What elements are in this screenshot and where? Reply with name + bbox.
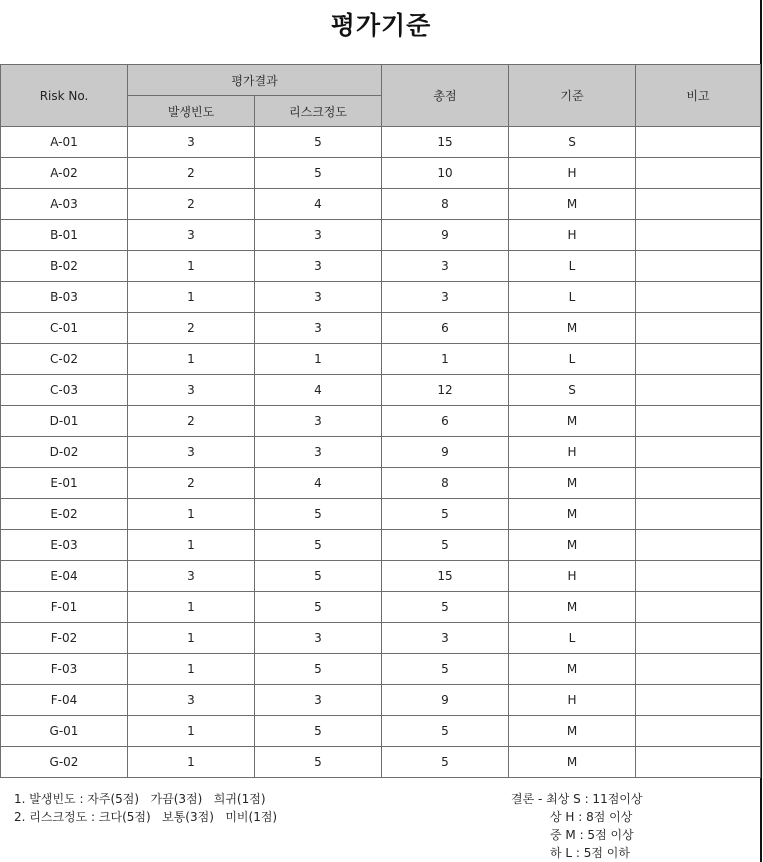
cell-remarks — [636, 530, 761, 561]
header-evaluation: 평가결과 — [128, 65, 382, 96]
cell-remarks — [636, 499, 761, 530]
cell-risk-no: G-01 — [1, 716, 128, 747]
table-body — [1, 127, 761, 778]
cell-remarks — [636, 437, 761, 468]
cell-total: 9 — [382, 685, 509, 716]
cell-total: 5 — [382, 716, 509, 747]
cell-risk-no: B-01 — [1, 220, 128, 251]
cell-severity: 5 — [255, 592, 382, 623]
cell-remarks — [636, 406, 761, 437]
cell-total: 5 — [382, 499, 509, 530]
table-row — [1, 592, 761, 623]
cell-risk-no: F-01 — [1, 592, 128, 623]
cell-criterion: H — [509, 437, 636, 468]
cell-total: 6 — [382, 313, 509, 344]
cell-risk-no: F-04 — [1, 685, 128, 716]
cell-risk-no: A-03 — [1, 189, 128, 220]
cell-criterion: M — [509, 313, 636, 344]
cell-criterion: M — [509, 468, 636, 499]
cell-risk-no: C-02 — [1, 344, 128, 375]
cell-criterion: H — [509, 220, 636, 251]
cell-risk-no: B-03 — [1, 282, 128, 313]
cell-risk-no: D-02 — [1, 437, 128, 468]
cell-frequency: 1 — [128, 623, 255, 654]
cell-total: 1 — [382, 344, 509, 375]
conclusion-block — [511, 790, 642, 862]
cell-total: 8 — [382, 468, 509, 499]
cell-total: 5 — [382, 592, 509, 623]
cell-total: 5 — [382, 747, 509, 778]
cell-criterion: L — [509, 344, 636, 375]
cell-remarks — [636, 623, 761, 654]
conclusion-h: 상 H : 8점 이상 — [550, 810, 633, 824]
cell-severity: 3 — [255, 685, 382, 716]
cell-frequency: 3 — [128, 375, 255, 406]
cell-criterion: L — [509, 282, 636, 313]
cell-risk-no: F-03 — [1, 654, 128, 685]
conclusion-s: 결론 - 최상 S : 11점이상 — [511, 792, 643, 806]
cell-total: 9 — [382, 437, 509, 468]
cell-total: 12 — [382, 375, 509, 406]
cell-risk-no: E-01 — [1, 468, 128, 499]
cell-severity: 3 — [255, 251, 382, 282]
table-row — [1, 437, 761, 468]
cell-risk-no: G-02 — [1, 747, 128, 778]
cell-remarks — [636, 561, 761, 592]
cell-frequency: 3 — [128, 685, 255, 716]
cell-risk-no: A-02 — [1, 158, 128, 189]
cell-total: 3 — [382, 251, 509, 282]
cell-frequency: 1 — [128, 716, 255, 747]
cell-risk-no: C-01 — [1, 313, 128, 344]
cell-total: 3 — [382, 282, 509, 313]
table-row — [1, 375, 761, 406]
cell-severity: 5 — [255, 654, 382, 685]
table-row — [1, 716, 761, 747]
cell-remarks — [636, 344, 761, 375]
table-row — [1, 468, 761, 499]
legend-frequency: 1. 발생빈도 : 자주(5점) 가끔(3점) 희귀(1점) — [14, 792, 266, 806]
cell-risk-no: E-04 — [1, 561, 128, 592]
cell-frequency: 2 — [128, 158, 255, 189]
table-row — [1, 282, 761, 313]
cell-remarks — [636, 747, 761, 778]
cell-frequency: 1 — [128, 592, 255, 623]
cell-risk-no: E-03 — [1, 530, 128, 561]
cell-severity: 5 — [255, 561, 382, 592]
cell-severity: 3 — [255, 313, 382, 344]
cell-frequency: 3 — [128, 437, 255, 468]
cell-severity: 4 — [255, 189, 382, 220]
cell-total: 15 — [382, 127, 509, 158]
cell-severity: 5 — [255, 747, 382, 778]
table-row — [1, 654, 761, 685]
cell-criterion: M — [509, 189, 636, 220]
table-row — [1, 406, 761, 437]
cell-criterion: H — [509, 158, 636, 189]
cell-frequency: 1 — [128, 344, 255, 375]
scoring-legend — [14, 790, 277, 826]
cell-frequency: 2 — [128, 406, 255, 437]
cell-frequency: 1 — [128, 251, 255, 282]
cell-total: 5 — [382, 530, 509, 561]
cell-frequency: 1 — [128, 654, 255, 685]
cell-criterion: M — [509, 530, 636, 561]
cell-total: 6 — [382, 406, 509, 437]
cell-criterion: L — [509, 251, 636, 282]
cell-frequency: 3 — [128, 220, 255, 251]
cell-remarks — [636, 716, 761, 747]
header-risk-no: Risk No. — [1, 65, 128, 127]
cell-severity: 3 — [255, 437, 382, 468]
cell-total: 3 — [382, 623, 509, 654]
cell-remarks — [636, 251, 761, 282]
cell-risk-no: D-01 — [1, 406, 128, 437]
conclusion-l: 하 L : 5점 이하 — [550, 846, 630, 860]
cell-criterion: M — [509, 499, 636, 530]
cell-severity: 3 — [255, 623, 382, 654]
cell-frequency: 1 — [128, 282, 255, 313]
cell-severity: 3 — [255, 220, 382, 251]
cell-severity: 3 — [255, 406, 382, 437]
cell-remarks — [636, 468, 761, 499]
table-row — [1, 747, 761, 778]
cell-remarks — [636, 313, 761, 344]
table-row — [1, 561, 761, 592]
cell-frequency: 3 — [128, 127, 255, 158]
table-row — [1, 313, 761, 344]
cell-total: 15 — [382, 561, 509, 592]
cell-severity: 5 — [255, 158, 382, 189]
cell-criterion: M — [509, 592, 636, 623]
cell-remarks — [636, 158, 761, 189]
cell-frequency: 2 — [128, 189, 255, 220]
cell-remarks — [636, 685, 761, 716]
header-frequency: 발생빈도 — [128, 96, 255, 127]
table-row — [1, 251, 761, 282]
cell-criterion: M — [509, 747, 636, 778]
cell-total: 9 — [382, 220, 509, 251]
legend-severity: 2. 리스크정도 : 크다(5점) 보통(3점) 미비(1점) — [14, 810, 278, 824]
cell-severity: 5 — [255, 716, 382, 747]
cell-remarks — [636, 592, 761, 623]
header-severity: 리스크정도 — [255, 96, 382, 127]
cell-frequency: 1 — [128, 499, 255, 530]
cell-frequency: 1 — [128, 530, 255, 561]
cell-total: 5 — [382, 654, 509, 685]
page-title: 평가기준 — [330, 11, 432, 40]
cell-remarks — [636, 375, 761, 406]
cell-criterion: M — [509, 406, 636, 437]
cell-severity: 3 — [255, 282, 382, 313]
conclusion-m: 중 M : 5점 이상 — [550, 828, 634, 842]
cell-severity: 5 — [255, 127, 382, 158]
cell-frequency: 1 — [128, 747, 255, 778]
cell-frequency: 2 — [128, 313, 255, 344]
table-row — [1, 127, 761, 158]
cell-risk-no: F-02 — [1, 623, 128, 654]
table-row — [1, 344, 761, 375]
cell-total: 8 — [382, 189, 509, 220]
cell-remarks — [636, 189, 761, 220]
cell-frequency: 3 — [128, 561, 255, 592]
risk-evaluation-table — [0, 64, 761, 778]
cell-criterion: M — [509, 716, 636, 747]
cell-severity: 5 — [255, 530, 382, 561]
cell-remarks — [636, 127, 761, 158]
cell-criterion: M — [509, 654, 636, 685]
cell-criterion: H — [509, 685, 636, 716]
cell-remarks — [636, 220, 761, 251]
cell-frequency: 2 — [128, 468, 255, 499]
cell-risk-no: C-03 — [1, 375, 128, 406]
cell-total: 10 — [382, 158, 509, 189]
cell-remarks — [636, 282, 761, 313]
table-row — [1, 158, 761, 189]
cell-criterion: S — [509, 127, 636, 158]
header-criterion: 기준 — [509, 65, 636, 127]
cell-severity: 5 — [255, 499, 382, 530]
table-row — [1, 499, 761, 530]
cell-severity: 1 — [255, 344, 382, 375]
cell-remarks — [636, 654, 761, 685]
cell-criterion: S — [509, 375, 636, 406]
table-row — [1, 623, 761, 654]
header-total: 총점 — [382, 65, 509, 127]
table-row — [1, 530, 761, 561]
table-row — [1, 685, 761, 716]
table-row — [1, 189, 761, 220]
cell-risk-no: A-01 — [1, 127, 128, 158]
header-remarks: 비고 — [636, 65, 761, 127]
cell-risk-no: E-02 — [1, 499, 128, 530]
cell-risk-no: B-02 — [1, 251, 128, 282]
cell-criterion: H — [509, 561, 636, 592]
cell-criterion: L — [509, 623, 636, 654]
cell-severity: 4 — [255, 468, 382, 499]
cell-severity: 4 — [255, 375, 382, 406]
table-row — [1, 220, 761, 251]
